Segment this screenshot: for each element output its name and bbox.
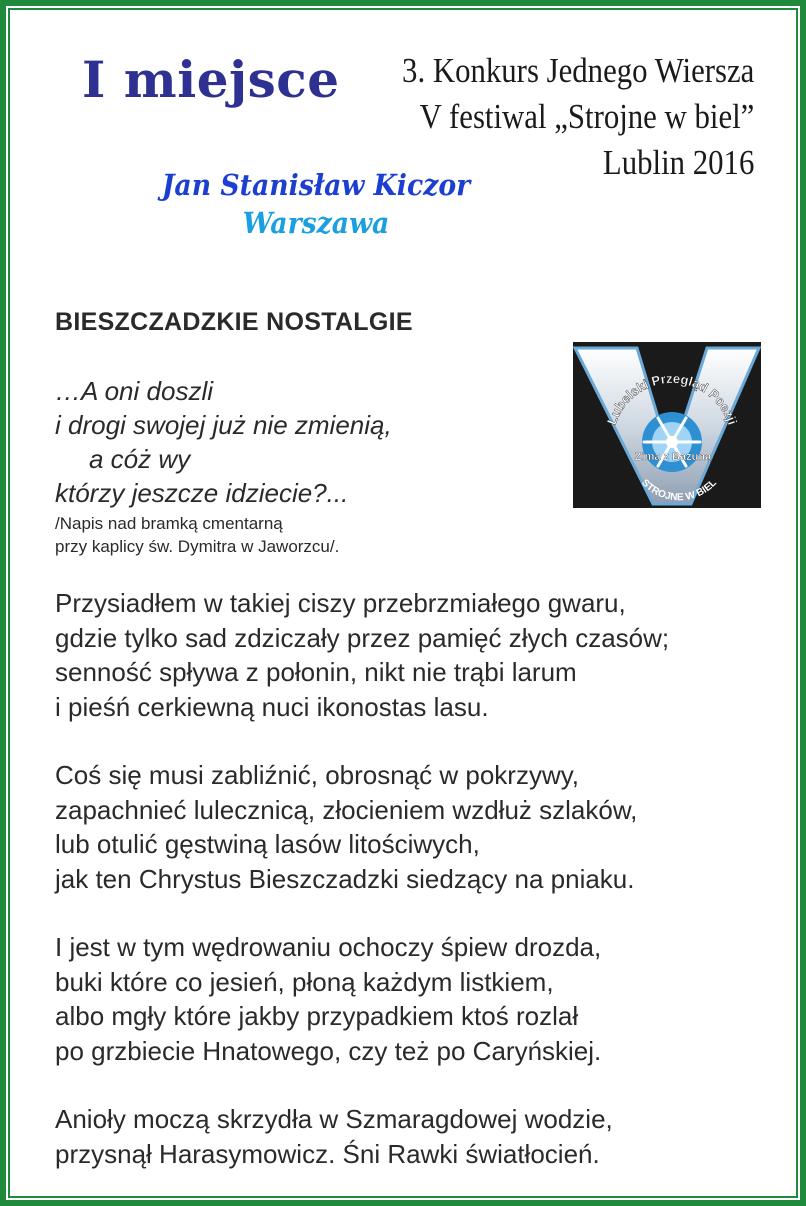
stanza: [55, 1102, 669, 1171]
poem-line: Coś się musi zabliźnić, obrosnąć w pokrzywy,: [55, 760, 580, 790]
logo-center-text: Zima z Bazuną: [634, 451, 712, 463]
poem-line: lub otulić gęstwiną lasów litościwych,: [55, 829, 480, 859]
logo-arc-text: Lubelski Przegląd Poezji: [603, 370, 741, 427]
poem-body: [55, 586, 669, 1205]
contest-line: Lublin 2016: [602, 143, 754, 182]
source-line: przy kaplicy św. Dymitra w Jaworzcu/.: [55, 537, 340, 556]
contest-line: V festiwal „Strojne w biel”: [419, 97, 754, 136]
motto-line: …A oni doszli: [55, 376, 213, 406]
source-line: /Napis nad bramką cmentarną: [55, 514, 283, 533]
contest-line: 3. Konkurs Jednego Wiersza: [401, 51, 754, 90]
stanza: [55, 586, 669, 724]
poem-line: Anioły moczą skrzydła w Szmaragdowej wodzie,: [55, 1104, 613, 1134]
poem-line: Przysiadłem w takiej ciszy przebrzmiałego gwaru,: [55, 588, 626, 618]
motto-line: i drogi swojej już nie zmienią,: [55, 410, 392, 440]
logo-bottom-text: STROJNE W BIEL: [639, 477, 719, 504]
poem-line: po grzbiecie Hnatowego, czy też po Caryńskiej.: [55, 1035, 602, 1066]
poem-line: jak ten Chrystus Bieszczadzki siedzący na pniaku.: [55, 863, 635, 894]
poem-motto: [55, 374, 392, 510]
poem-title: BIESZCZADZKIE NOSTALGIE: [55, 308, 413, 336]
poem-line: albo mgły które jakby przypadkiem ktoś rozlał: [55, 1001, 579, 1031]
stanza: [55, 758, 669, 896]
poem-line: senność spływa z połonin, nikt nie trąbi larum: [55, 657, 577, 687]
poem-line: I jest w tym wędrowaniu ochoczy śpiew drozda,: [55, 932, 602, 962]
motto-source: [55, 512, 339, 558]
author-block: [139, 166, 492, 242]
poem-line: przysnął Harasymowicz. Śni Rawki światłocień.: [55, 1138, 600, 1169]
poem-line: gdzie tylko sad zdziczały przez pamięć złych czasów;: [55, 622, 670, 653]
award-place: I miejsce: [82, 50, 340, 109]
poem-line: i pieśń cerkiewną nuci ikonostas lasu.: [55, 691, 489, 722]
poem-line: zapachnieć lulecznicą, złocieniem wzdłuż szlaków,: [55, 794, 638, 825]
stanza: [55, 930, 669, 1068]
author-name: Jan Stanisław Kiczor: [161, 168, 471, 202]
motto-line: którzy jeszcze idziecie?...: [55, 478, 349, 508]
author-city: Warszawa: [242, 206, 390, 240]
festival-logo-icon: [573, 342, 761, 508]
poem-line: buki które co jesień, płoną każdym listkiem,: [55, 966, 554, 997]
motto-line: a cóż wy: [89, 444, 191, 474]
